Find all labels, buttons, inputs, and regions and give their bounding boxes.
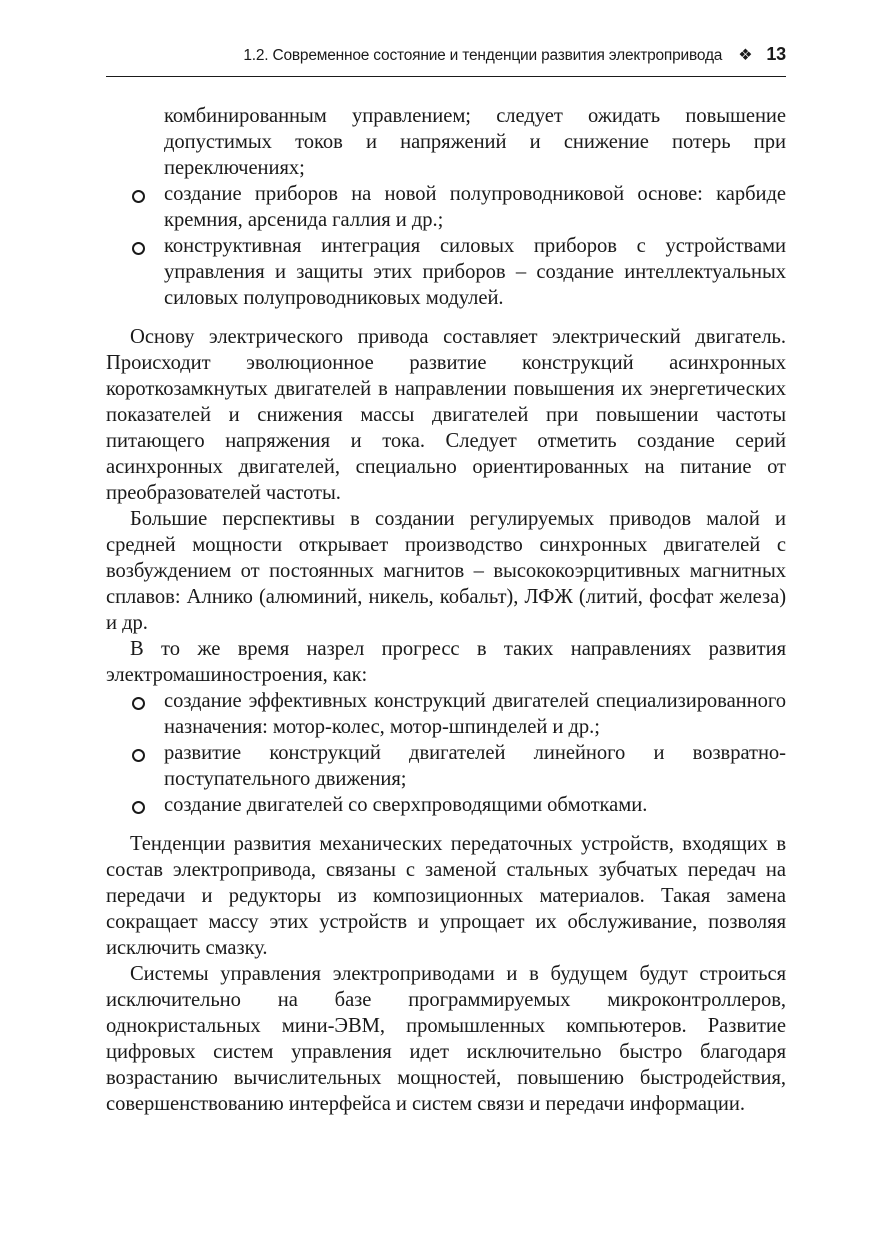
list-item-text: создание приборов на новой полупроводниковой основе: карбиде кремния, арсенида галлия и др.;: [164, 183, 786, 231]
circle-bullet-icon: [132, 242, 145, 255]
circle-bullet-icon: [132, 697, 145, 710]
list-item: [106, 233, 786, 311]
list-item-text: создание двигателей со сверхпроводящими обмотками.: [164, 794, 648, 816]
list-item: [106, 740, 786, 792]
running-title: 1.2. Современное состояние и тенденции развития электропривода: [243, 47, 723, 64]
bullet-list-machines: [106, 688, 786, 818]
list-item: [106, 792, 786, 818]
circle-bullet-icon: [132, 749, 145, 762]
bullet-list-semiconductors: [106, 181, 786, 311]
paragraph: В то же время назрел прогресс в таких направлениях развития электромашиностроения, как:: [106, 638, 786, 686]
page-number: 13: [766, 44, 786, 64]
page-body: [106, 103, 786, 1117]
running-header: [106, 44, 786, 77]
circle-bullet-icon: [132, 190, 145, 203]
paragraph: Системы управления электроприводами и в будущем будут строиться исключительно на базе программируемых микроконтроллеров, однокристальных мини-ЭВМ, промышленных компьютеров. Развитие цифровых систем управления идет исключительно быстро благодаря возрастанию вычислительных мощностей, повышению быстродействия, совершенствованию интерфейса и систем связи и передачи информации.: [106, 963, 786, 1115]
ornament-icon: ❖: [738, 47, 753, 64]
circle-bullet-icon: [132, 801, 145, 814]
paragraph: Основу электрического привода составляет электрический двигатель. Происходит эволюционное развитие конструкций асинхронных короткозамкнутых двигателей в направлении повышения их энергетических показателей и снижения массы двигателей при повышении частоты питающего напряжения и тока. Следует отметить создание серий асинхронных двигателей, специально ориентированных на питание от преобразователей частоты.: [106, 326, 786, 504]
paragraph: Большие перспективы в создании регулируемых приводов малой и средней мощности открывает производство синхронных двигателей с возбуждением от постоянных магнитов – высококоэрцитивных магнитных сплавов: Алнико (алюминий, никель, кобальт), ЛФЖ (литий, фосфат железа) и др.: [106, 508, 786, 634]
list-item: [106, 181, 786, 233]
list-item-continuation: комбинированным управлением; следует ожидать повышение допустимых токов и напряжений и снижение потерь при переключениях;: [164, 105, 786, 179]
list-item-text: конструктивная интеграция силовых приборов с устройствами управления и защиты этих приборов – создание интеллектуальных силовых полупроводниковых модулей.: [164, 235, 786, 309]
list-item-text: создание эффективных конструкций двигателей специализированного назначения: мотор-колес, мотор-шпинделей и др.;: [164, 690, 786, 738]
paragraph: Тенденции развития механических передаточных устройств, входящих в состав электропривода, связаны с заменой стальных зубчатых передач на передачи и редукторы из композиционных материалов. Такая замена сокращает массу этих устройств и упрощает их обслуживание, позволяя исключить смазку.: [106, 833, 786, 959]
list-item-text: развитие конструкций двигателей линейного и возвратно-поступательного движения;: [164, 742, 786, 790]
list-item: [106, 688, 786, 740]
book-page: [106, 44, 786, 1117]
